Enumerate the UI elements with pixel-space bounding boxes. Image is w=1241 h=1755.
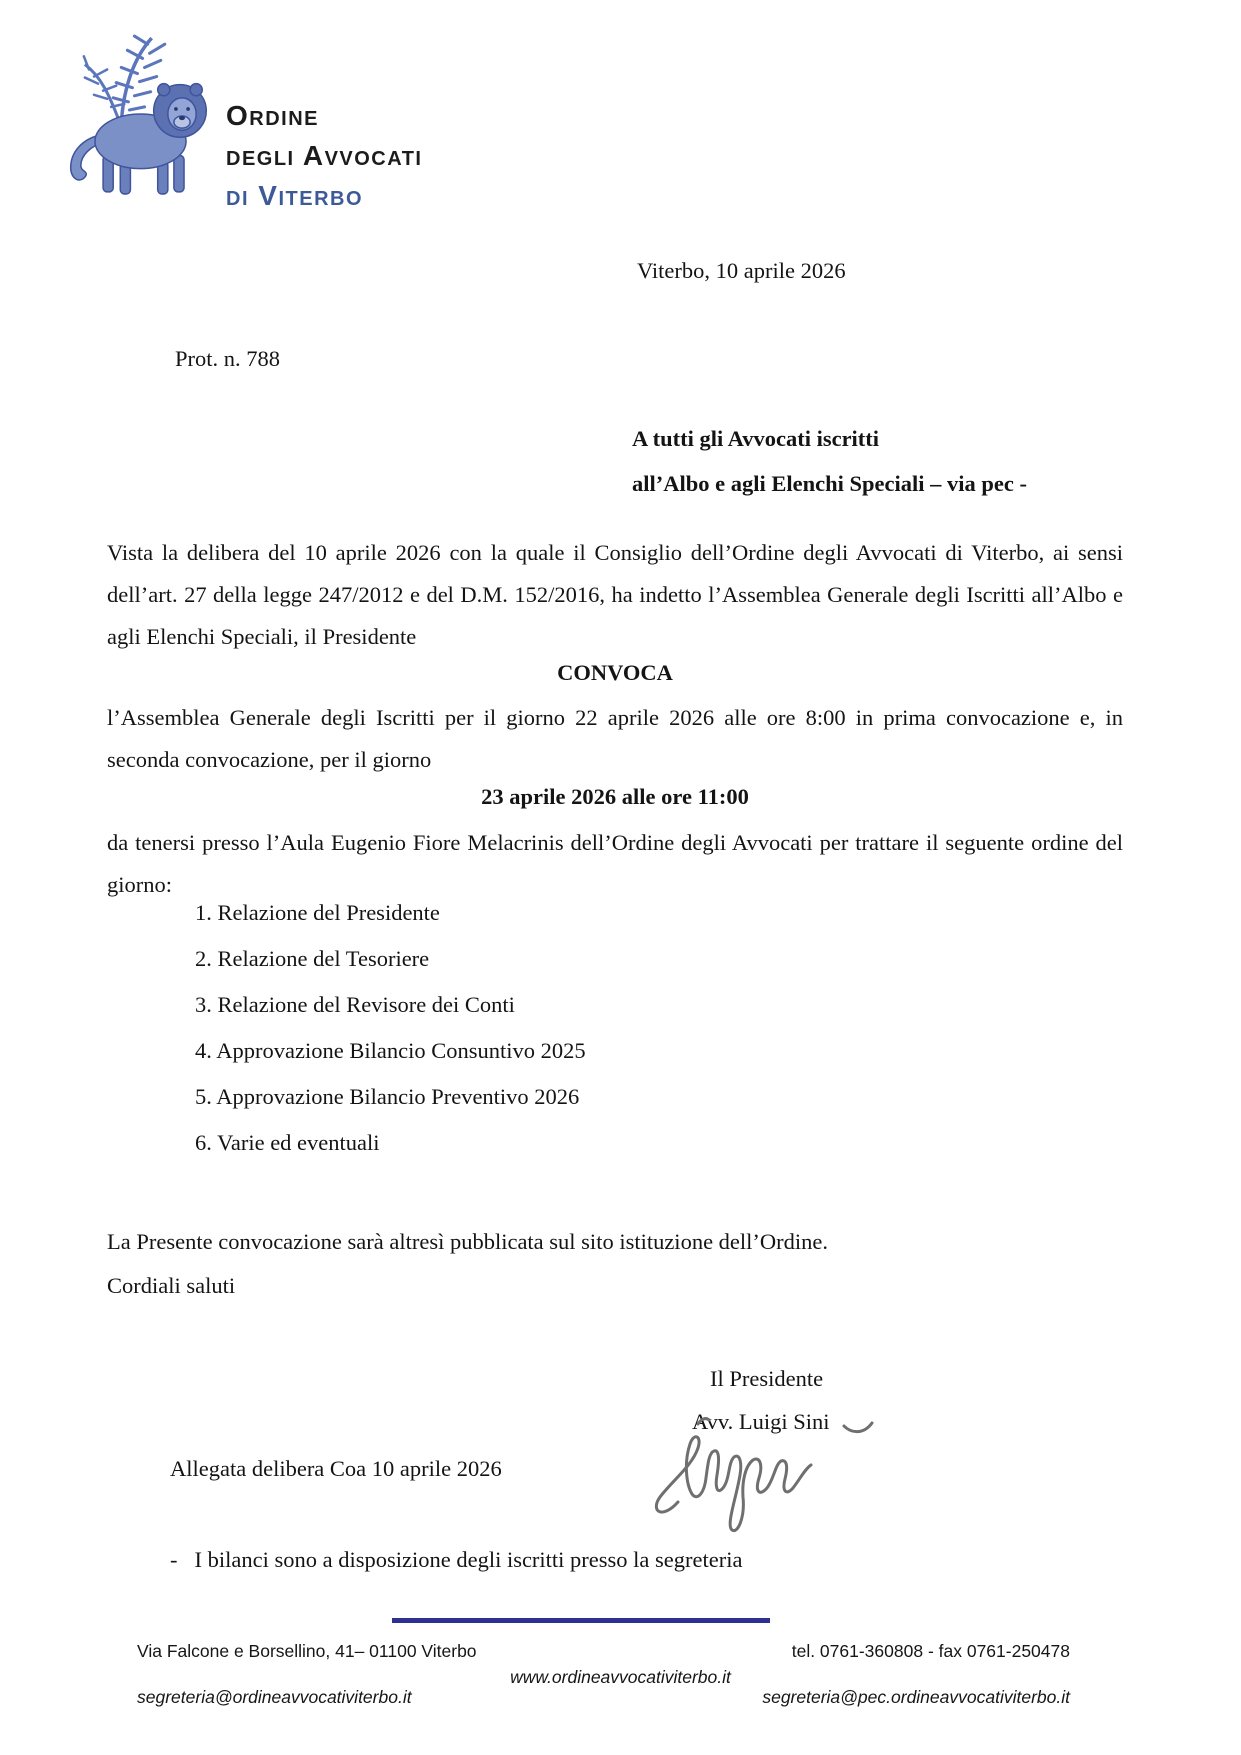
footer-phone-fax: tel. 0761-360808 - fax 0761-250478 bbox=[791, 1641, 1070, 1661]
footer-email: segreteria@ordineavvocativiterbo.it bbox=[137, 1687, 412, 1707]
agenda-item-1: 1. Relazione del Presidente bbox=[195, 900, 440, 925]
signer-role: Il Presidente bbox=[710, 1366, 824, 1391]
agenda-item-6: 6. Varie ed eventuali bbox=[195, 1130, 380, 1155]
convene-heading: CONVOCA bbox=[557, 660, 673, 685]
signer-name: Avv. Luigi Sini bbox=[692, 1409, 830, 1434]
agenda-item-5: 5. Approvazione Bilancio Preventivo 2026 bbox=[195, 1084, 580, 1109]
agenda-item-4: 4. Approvazione Bilancio Consuntivo 2025 bbox=[195, 1038, 586, 1063]
org-wordmark-line3: di Viterbo bbox=[226, 180, 364, 211]
agenda-item-2: 2. Relazione del Tesoriere bbox=[195, 946, 430, 971]
salutation: Cordiali saluti bbox=[107, 1273, 236, 1298]
paragraph-venue: da tenersi presso l’Aula Eugenio Fiore Melacrinis dell’Ordine degli Avvocati per trattare il seguente ordine del giorno: bbox=[107, 830, 1123, 897]
recipient-line1: A tutti gli Avvocati iscritti bbox=[632, 426, 880, 451]
footer-address: Via Falcone e Borsellino, 41– 01100 Viterbo bbox=[137, 1641, 477, 1661]
agenda-list bbox=[195, 900, 586, 1176]
place-date: Viterbo, 10 aprile 2026 bbox=[637, 258, 846, 283]
agenda-item-3: 3. Relazione del Revisore dei Conti bbox=[195, 992, 515, 1017]
attachment-line: Allegata delibera Coa 10 aprile 2026 bbox=[170, 1456, 502, 1481]
lion-fern-logo-icon bbox=[60, 28, 218, 200]
note-line bbox=[170, 1539, 742, 1581]
org-wordmark bbox=[226, 96, 423, 216]
recipient-line2: all’Albo e agli Elenchi Speciali – via pec - bbox=[632, 471, 1027, 496]
paragraph-premise: Vista la delibera del 10 aprile 2026 con la quale il Consiglio dell’Ordine degli Avvocati di Viterbo, ai sensi dell’art. 27 della legge 247/2012 e del D.M. 152/2016, ha indetto l’Assemblea Generale degli Iscritti all’Albo e agli Elenchi Speciali, il Presidente bbox=[107, 540, 1123, 649]
recipient-block bbox=[632, 416, 1027, 506]
note-text: I bilanci sono a disposizione degli iscritti presso la segreteria bbox=[194, 1547, 743, 1572]
org-wordmark-line1: Ordine bbox=[226, 100, 320, 131]
protocol-number: Prot. n. 788 bbox=[175, 346, 281, 371]
footer-pec-email: segreteria@pec.ordineavvocativiterbo.it bbox=[762, 1687, 1070, 1707]
second-call-heading: 23 aprile 2026 alle ore 11:00 bbox=[481, 784, 749, 809]
org-wordmark-line2: degli Avvocati bbox=[226, 140, 423, 171]
paragraph-first-call: l’Assemblea Generale degli Iscritti per il giorno 22 aprile 2026 alle ore 8:00 in prima convocazione e, in seconda convocazione, per il giorno bbox=[107, 705, 1123, 772]
note-dash: - bbox=[170, 1547, 178, 1572]
publication-note: La Presente convocazione sarà altresì pubblicata sul sito istituzione dell’Ordine. bbox=[107, 1229, 829, 1254]
footer-rule bbox=[392, 1618, 770, 1623]
footer-website: www.ordineavvocativiterbo.it bbox=[510, 1667, 731, 1687]
